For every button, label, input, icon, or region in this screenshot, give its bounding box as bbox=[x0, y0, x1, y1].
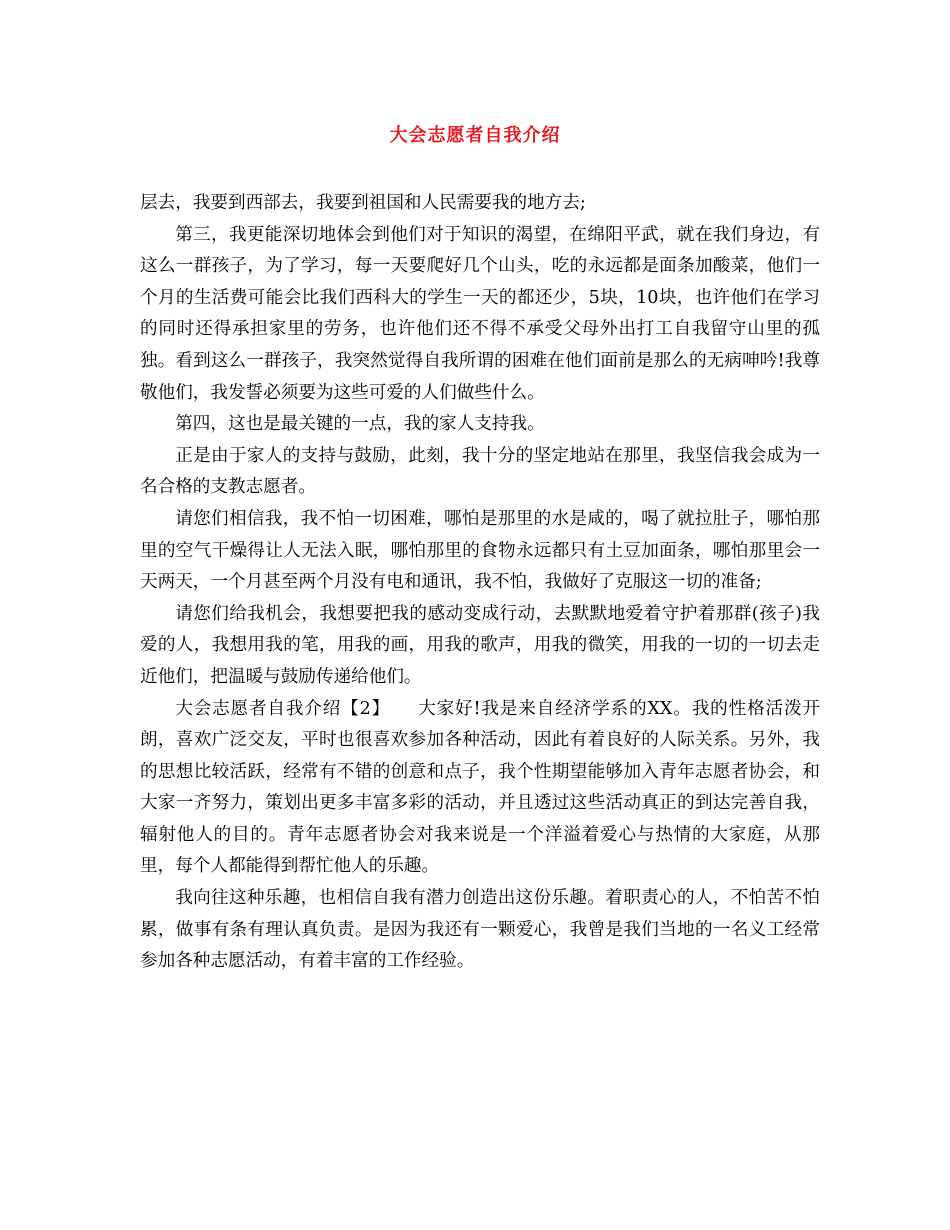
paragraph: 大会志愿者自我介绍【2】 大家好!我是来自经济学系的XX。我的性格活泼开朗，喜欢广泛交友，平时也很喜欢参加各种活动，因此有着良好的人际关系。另外，我的思想比较活跃，经常有不错的创意和点子，我个性期望能够加入青年志愿者协会，和大家一齐努力，策划出更多丰富多彩的活动，并且透过这些活动真正的到达完善自我，辐射他人的目的。青年志愿者协会对我来说是一个洋溢着爱心与热情的大家庭，从那里，每个人都能得到帮忙他人的乐趣。 bbox=[140, 698, 820, 877]
paragraph-continuation: 层去，我要到西部去，我要到祖国和人民需要我的地方去; bbox=[140, 193, 586, 213]
paragraph: 我向往这种乐趣，也相信自我有潜力创造出这份乐趣。着职责心的人，不怕苦不怕累，做事有条有理认真负责。是因为我还有一颗爱心，我曾是我们当地的一名义工经常参加各种志愿活动，有着丰富的工作经验。 bbox=[140, 888, 820, 972]
paragraph: 第三，我更能深切地体会到他们对于知识的渴望，在绵阳平武，就在我们身边，有这么一群孩子，为了学习，每一天要爬好几个山头，吃的永远都是面条加酸菜，他们一个月的生活费可能会比我们西科大的学生一天的都还少，5块，10块，也许他们在学习的同时还得承担家里的劳务，也许他们还不得不承受父母外出打工自我留守山里的孤独。看到这么一群孩子，我突然觉得自我所谓的困难在他们面前是那么的无病呻吟!我尊敬他们，我发誓必须要为这些可爱的人们做些什么。 bbox=[140, 224, 820, 403]
document-title: 大会志愿者自我介绍 bbox=[389, 125, 561, 146]
paragraph: 请您们相信我，我不怕一切困难，哪怕是那里的水是咸的，喝了就拉肚子，哪怕那里的空气干燥得让人无法入眠，哪怕那里的食物永远都只有土豆加面条，哪怕那里会一天两天，一个月甚至两个月没有电和通讯，我不怕，我做好了克服这一切的准备; bbox=[140, 508, 820, 593]
paragraph: 第四，这也是最关键的一点，我的家人支持我。 bbox=[175, 414, 545, 435]
document-body bbox=[140, 188, 820, 978]
paragraph: 正是由于家人的支持与鼓励，此刻，我十分的坚定地站在那里，我坚信我会成为一名合格的支教志愿者。 bbox=[140, 445, 820, 498]
paragraph: 请您们给我机会，我想要把我的感动变成行动，去默默地爱着守护着那群(孩子)我爱的人，我想用我的笔，用我的画，用我的歌声，用我的微笑，用我的一切的一切去走近他们，把温暖与鼓励传递给他们。 bbox=[140, 603, 820, 687]
